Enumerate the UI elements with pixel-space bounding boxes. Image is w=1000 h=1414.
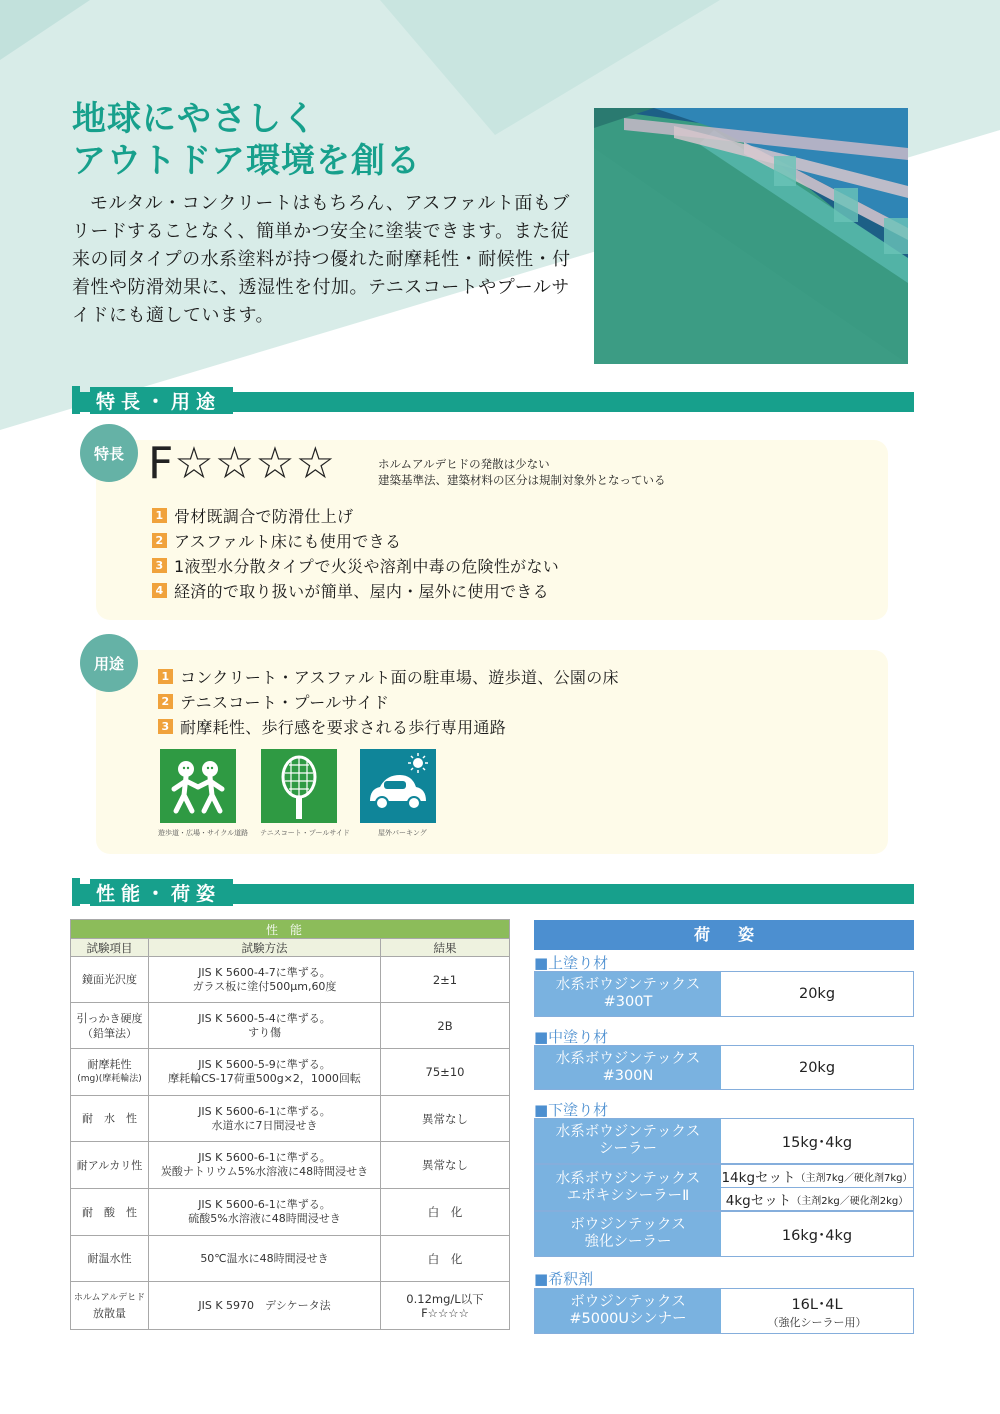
number-marker: 2 [158, 694, 173, 709]
walking-people-icon [160, 749, 236, 823]
features-badge: 特長 [80, 424, 138, 482]
note-line-2: 建築基準法、建築材料の区分は規制対象外となっている [378, 473, 666, 487]
product-name: エポキシシーラーⅡ [566, 1187, 690, 1204]
package-note: （主剤2kg／硬化剤2kg） [791, 1195, 909, 1207]
use-text: コンクリート・アスファルト面の駐車場、遊歩道、公園の床 [180, 668, 619, 687]
package-size: 20kg [798, 1059, 836, 1076]
uses-list [158, 664, 619, 739]
packaging-title: 荷姿 [534, 920, 914, 950]
table-row [71, 1142, 510, 1189]
performance-caption: 性能 [71, 920, 510, 939]
headline-line-1: 地球にやさしく [72, 99, 317, 139]
category-top-coat: ■上塗り材 [534, 954, 609, 972]
number-marker: 1 [152, 508, 167, 523]
test-method: 水道水に7日間浸せき [211, 1118, 318, 1132]
number-marker: 1 [158, 669, 173, 684]
test-result: 75±10 [425, 1065, 465, 1079]
test-method: 炭酸ナトリウム5%水溶液に48時間浸せき [160, 1165, 369, 1178]
section-title-performance: 性能・荷姿 [90, 879, 233, 906]
package-row [534, 1118, 914, 1164]
package-size: 15kg･4kg [781, 1134, 853, 1151]
product-name: ボウジンテックス [570, 1294, 686, 1310]
use-item [158, 689, 619, 714]
car-sun-icon [360, 749, 436, 823]
test-result: 白 化 [427, 1205, 463, 1219]
test-result: 異常なし [422, 1111, 468, 1126]
test-method: JIS K 5600-5-4に準ずる。 [198, 1011, 331, 1025]
table-row [71, 1096, 510, 1142]
table-row [71, 1236, 510, 1282]
f-star-rating: F☆☆☆☆ [148, 438, 337, 489]
headline [72, 98, 421, 182]
category-under-coat: ■下塗り材 [534, 1101, 609, 1119]
section-header-features [72, 386, 914, 414]
table-row [71, 1189, 510, 1236]
test-method: 摩耗輪CS-17荷重500g×2，1000回転 [168, 1072, 361, 1085]
icon-caption: 遊歩道・広場・サイクル道路 [158, 829, 249, 837]
test-method: JIS K 5600-6-1に準ずる。 [198, 1198, 331, 1211]
test-method: 50℃温水に48時間浸せき [200, 1251, 329, 1265]
packaging-section [534, 920, 914, 1329]
package-note: （主剤7kg／硬化剤7kg） [795, 1172, 913, 1184]
test-result: 2B [437, 1018, 453, 1033]
category-thinner: ■希釈剤 [534, 1270, 594, 1288]
tennis-racket-icon [261, 749, 337, 823]
product-name: 水系ボウジンテックス [555, 1050, 701, 1067]
test-method: すり傷 [248, 1025, 281, 1039]
number-marker: 2 [152, 533, 167, 548]
test-item: 放散量 [93, 1306, 126, 1320]
test-result: 0.12mg/L以下 [406, 1291, 484, 1306]
column-header: 試験項目 [71, 939, 149, 957]
product-name: 水系ボウジンテックス [555, 1124, 701, 1140]
package-size: 14kgセット [721, 1170, 796, 1186]
feature-text: 経済的で取り扱いが簡単、屋内・屋外に使用できる [174, 582, 549, 601]
number-marker: 4 [152, 583, 167, 598]
test-result: 2±1 [432, 972, 458, 987]
use-text: テニスコート・プールサイド [180, 693, 390, 712]
feature-text: 1液型水分散タイプで火災や溶剤中毒の危険性がない [174, 557, 560, 576]
feature-item [152, 528, 559, 553]
package-size: 20kg [798, 986, 836, 1002]
product-name: ボウジンテックス [570, 1217, 686, 1233]
test-result: F☆☆☆☆ [421, 1305, 469, 1320]
section-header-performance [72, 878, 914, 906]
headline-line-2: アウトドア環境を創る [72, 141, 421, 181]
use-text: 耐摩耗性、歩行感を要求される歩行専用通路 [180, 718, 507, 737]
note-line-1: ホルムアルデヒドの発散は少ない [378, 457, 550, 471]
product-name: 強化シーラー [584, 1234, 672, 1250]
feature-item [152, 553, 559, 578]
feature-text: 骨材既調合で防滑仕上げ [174, 507, 354, 526]
test-item: 耐温水性 [87, 1252, 132, 1265]
package-row [534, 1288, 914, 1334]
icon-caption: テニスコート・プールサイド [260, 829, 350, 837]
test-item: 耐アルカリ性 [76, 1158, 143, 1172]
table-row [71, 957, 510, 1003]
package-row [534, 1211, 914, 1257]
test-item: 引っかき硬度 [76, 1011, 143, 1025]
test-result: 異常なし [422, 1158, 468, 1172]
use-item [158, 664, 619, 689]
test-method: JIS K 5600-6-1に準ずる。 [198, 1104, 331, 1118]
section-title-features: 特長・用途 [90, 387, 233, 414]
number-marker: 3 [158, 719, 173, 734]
formaldehyde-note [378, 456, 666, 488]
feature-item [152, 578, 559, 603]
feature-item [152, 503, 559, 528]
product-name: シーラー [599, 1141, 657, 1157]
test-result: 白 化 [427, 1251, 463, 1266]
table-row [71, 1282, 510, 1330]
icon-caption: 屋外パーキング [378, 829, 427, 837]
product-name: #5000Uシンナー [569, 1311, 687, 1327]
features-list [152, 503, 559, 603]
category-middle-coat: ■中塗り材 [534, 1028, 609, 1046]
package-size: 16kg･4kg [781, 1227, 853, 1244]
product-name: #300T [603, 994, 653, 1010]
test-method: 硫酸5%水溶液に48時間浸せき [188, 1212, 341, 1225]
table-row [71, 1003, 510, 1049]
product-name: #300N [602, 1067, 654, 1084]
column-header: 試験方法 [149, 939, 381, 957]
intro-text [72, 190, 572, 330]
test-item: (mg)(摩耗輪法) [77, 1074, 142, 1084]
test-method: JIS K 5600-4-7に準ずる。 [198, 965, 331, 979]
test-item: 耐 酸 性 [82, 1205, 137, 1219]
table-row [71, 1049, 510, 1096]
product-name: 水系ボウジンテックス [555, 977, 701, 993]
test-item: 耐摩耗性 [87, 1058, 132, 1071]
number-marker: 3 [152, 558, 167, 573]
uses-badge: 用途 [80, 634, 138, 692]
test-item: 鏡面光沢度 [82, 973, 137, 986]
test-item: （鉛筆法） [82, 1026, 137, 1040]
test-method: ガラス板に塗付500μm,60度 [192, 979, 337, 993]
test-method: JIS K 5600-5-9に準ずる。 [198, 1058, 331, 1071]
feature-text: アスファルト床にも使用できる [174, 532, 402, 551]
test-item: ホルムアルデヒド [73, 1292, 146, 1303]
pool-photo [594, 108, 908, 364]
package-size: 16L･4L [791, 1296, 843, 1313]
test-method: JIS K 5600-6-1に準ずる。 [198, 1151, 331, 1164]
package-row [534, 1164, 914, 1211]
column-header: 結果 [381, 939, 510, 957]
package-size: 4kgセット [725, 1193, 792, 1209]
product-name: 水系ボウジンテックス [555, 1170, 701, 1187]
package-note: （強化シーラー用） [767, 1315, 867, 1329]
use-item [158, 714, 619, 739]
performance-table [70, 919, 510, 1330]
intro-paragraph: モルタル・コンクリートはもちろん、アスファルト面もブリードすることなく、簡単かつ安全に塗装できます。また従来の同タイプの水系塗料が持つ優れた耐摩耗性・耐候性・付着性や防滑効果に、透湿性を付加。テニスコートやプールサイドにも適しています。 [72, 193, 571, 326]
package-row [534, 971, 914, 1017]
test-item: 耐 水 性 [82, 1112, 137, 1125]
test-method: JIS K 5970 デシケータ法 [198, 1298, 331, 1312]
package-row [534, 1045, 914, 1090]
